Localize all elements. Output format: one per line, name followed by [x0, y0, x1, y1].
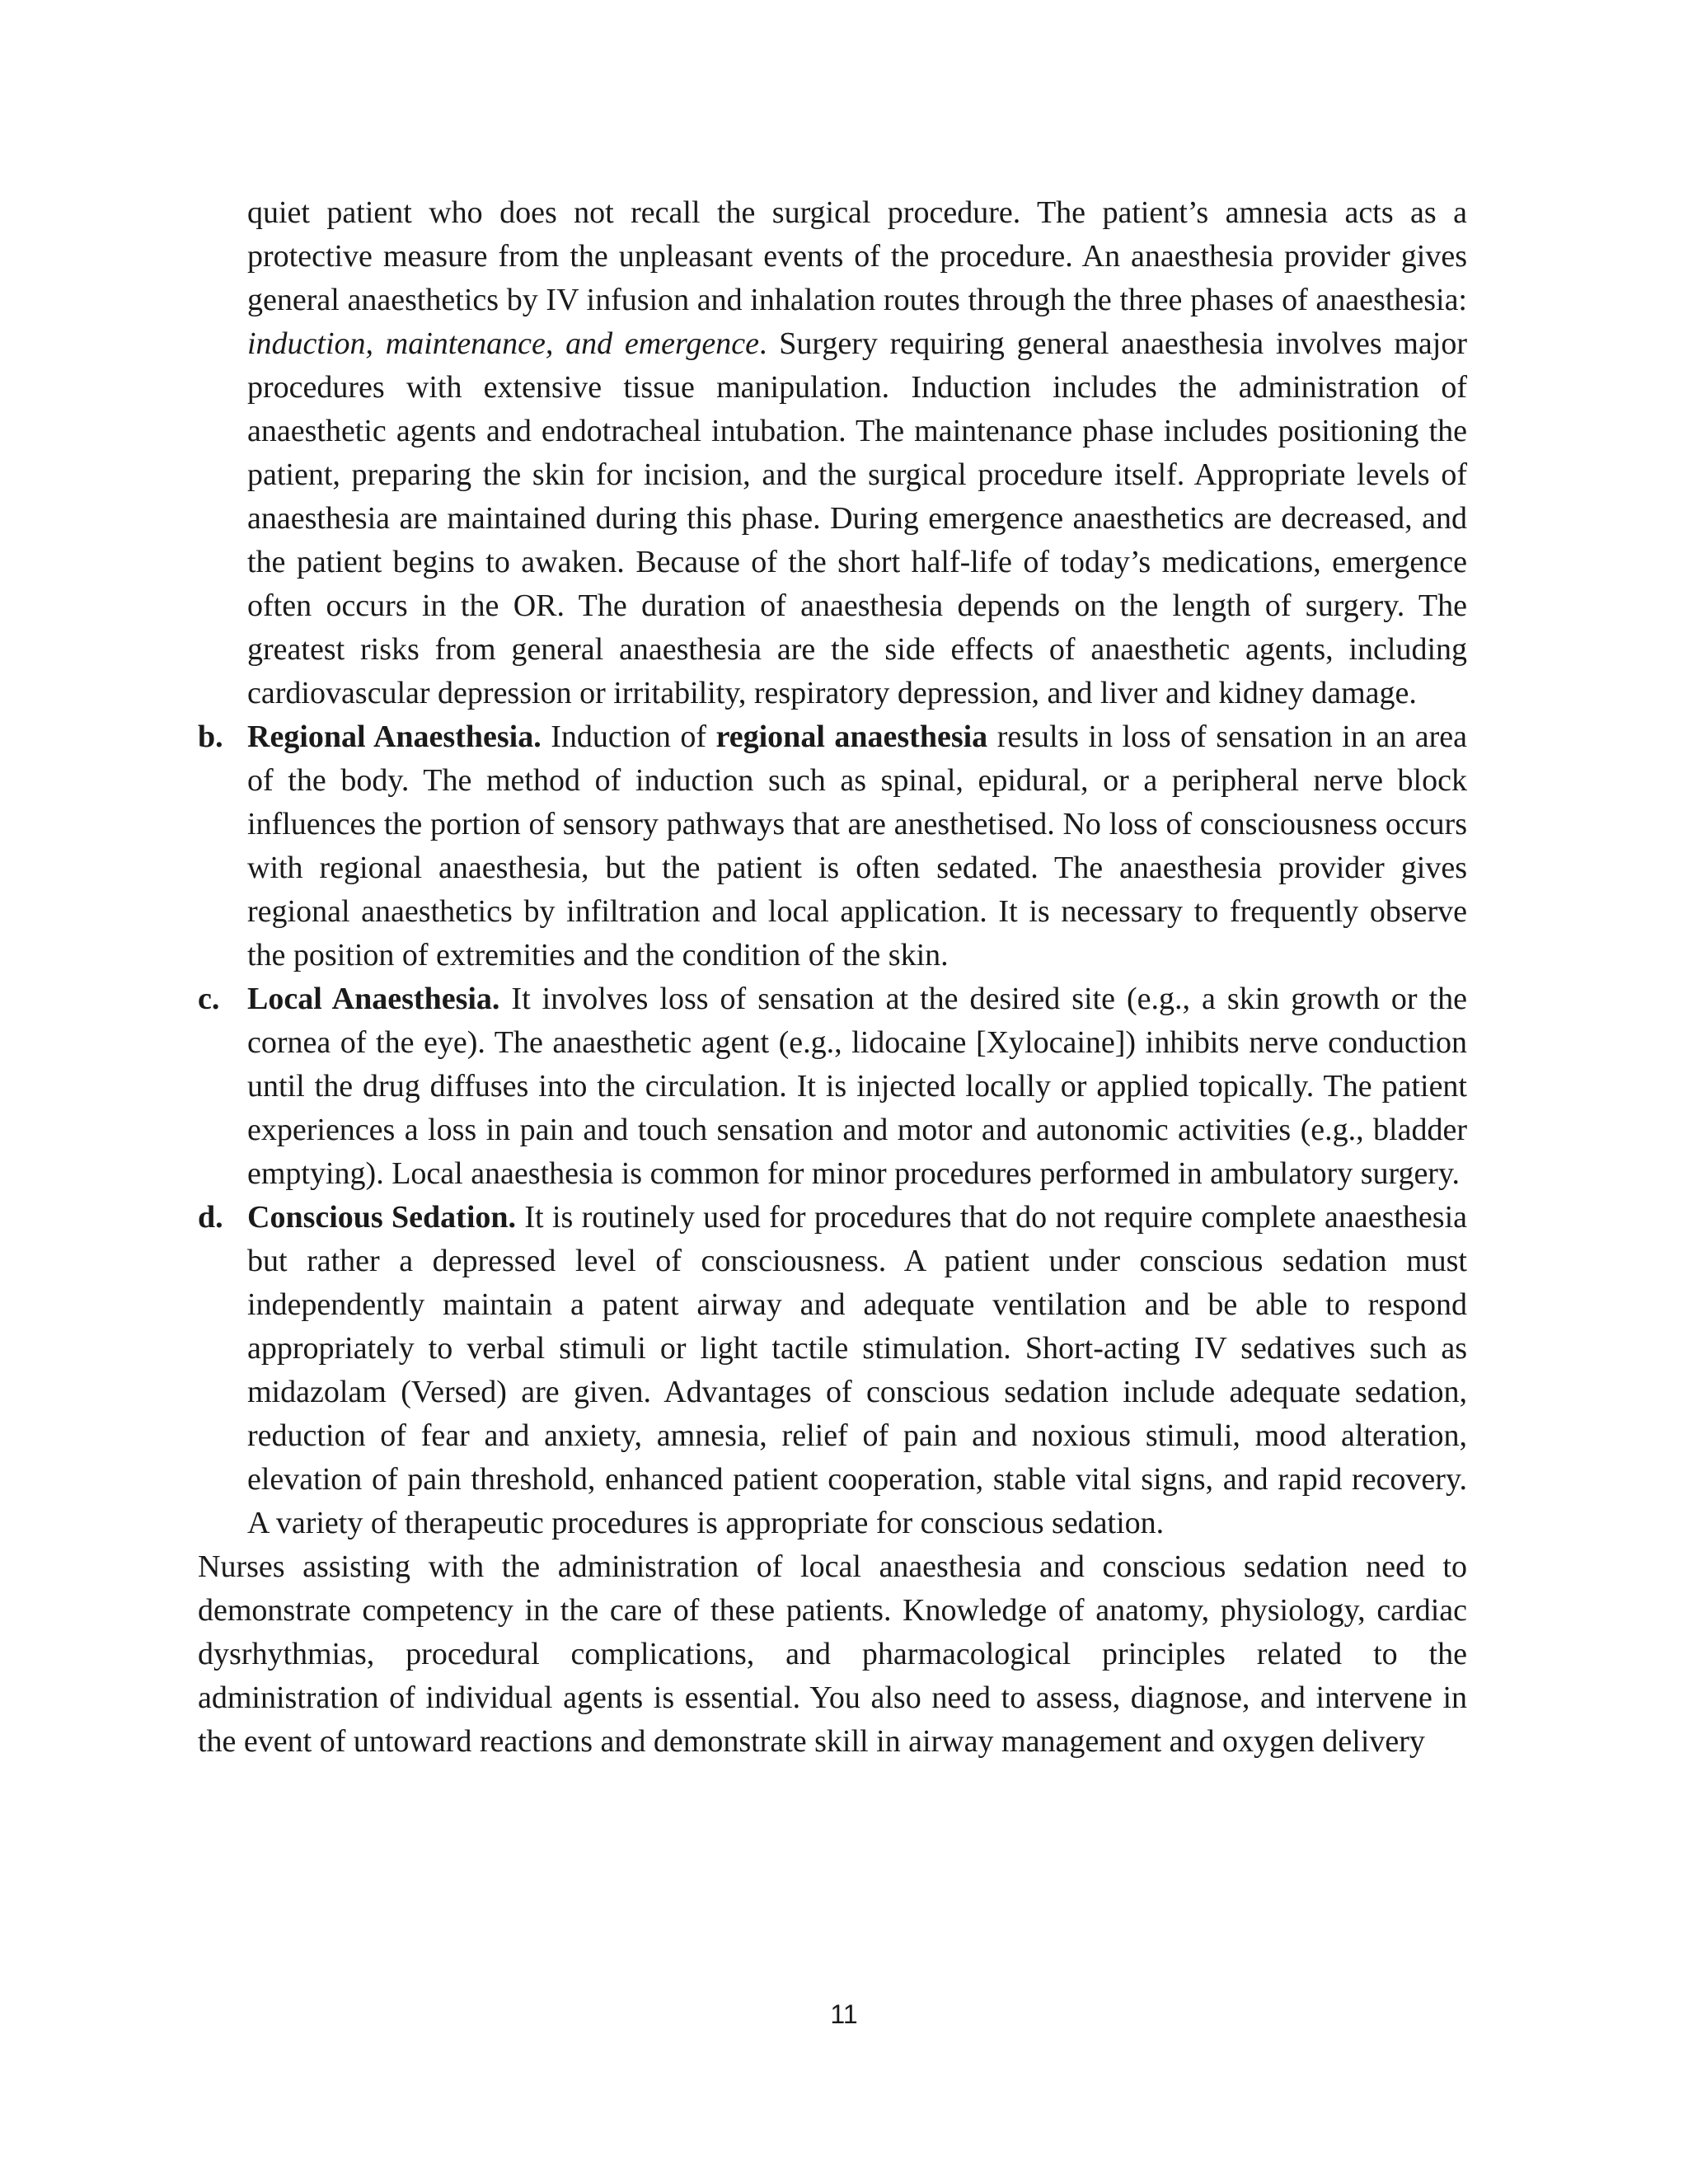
regional-anaesthesia-heading: Regional Anaesthesia. [247, 719, 542, 754]
anaesthesia-phases-italic: induction, maintenance, and emergence [247, 326, 760, 361]
list-item-regional-anaesthesia [198, 715, 1467, 977]
continuation-text-end: . Surgery requiring general anaesthesia involves major procedures with extensive tissue manipulation. Induction includes the administration of anaesthetic agents and endotracheal intubation. The maintenance phase includes positioning the patient, preparing the skin for incision, and the surgical procedure itself. Appropriate levels of anaesthesia are maintained during this phase. During emergence anaesthetics are decreased, and the patient begins to awaken. Because of the short half-life of today’s medications, emergence often occurs in the OR. The duration of anaesthesia depends on the length of surgery. The greatest risks from general anaesthesia are the side effects of anaesthetic agents, including cardiovascular depression or irritability, respiratory depression, and liver and kidney damage. [247, 326, 1467, 710]
regional-anaesthesia-lead: Induction of [541, 719, 716, 754]
page-body [198, 191, 1467, 1764]
regional-anaesthesia-text: results in loss of sensation in an area of the body. The method of induction such as spinal, epidural, or a peripheral nerve block influences the portion of sensory pathways that are anesthetised. No loss of consciousness occurs with regional anaesthesia, but the patient is often sedated. The anaesthesia provider gives regional anaesthetics by infiltration and local application. It is necessary to frequently observe the position of extremities and the condition of the skin. [247, 719, 1467, 972]
continuation-text-start: quiet patient who does not recall the surgical procedure. The patient’s amnesia acts as a protective measure from the unpleasant events of the procedure. An anaesthesia provider gives general anaesthetics by IV infusion and inhalation routes through the three phases of anaesthesia: [247, 195, 1467, 317]
list-marker-d: d. [198, 1200, 223, 1235]
list-marker-c: c. [198, 982, 220, 1016]
page-number: 11 [830, 1999, 858, 2029]
conscious-sedation-text: It is routinely used for procedures that do not require complete anaesthesia but rather a depressed level of consciousness. A patient under conscious sedation must independently maintain a patent airway and adequate ventilation and be able to respond appropriately to verbal stimuli or light tactile stimulation. Short-acting IV sedatives such as midazolam (Versed) are given. Advantages of conscious sedation include adequate sedation, reduction of fear and anxiety, amnesia, relief of pain and noxious stimuli, mood alteration, elevation of pain threshold, enhanced patient cooperation, stable vital signs, and rapid recovery. A variety of therapeutic procedures is appropriate for conscious sedation. [247, 1200, 1467, 1540]
closing-paragraph: Nurses assisting with the administration of local anaesthesia and conscious sedation need to demonstrate competency in the care of these patients. Knowledge of anatomy, physiology, cardiac dysrhythmias, procedural complications, and pharmacological principles related to the administration of individual agents is essential. You also need to assess, diagnose, and intervene in the event of untoward reactions and demonstrate skill in airway management and oxygen delivery [198, 1549, 1467, 1759]
list-marker-b: b. [198, 719, 223, 754]
local-anaesthesia-heading: Local Anaesthesia. [247, 982, 500, 1016]
conscious-sedation-heading: Conscious Sedation. [247, 1200, 517, 1235]
list-item-local-anaesthesia [198, 977, 1467, 1196]
list-item-conscious-sedation [198, 1196, 1467, 1545]
local-anaesthesia-text: It involves loss of sensation at the desired site (e.g., a skin growth or the cornea of the eye). The anaesthetic agent (e.g., lidocaine [Xylocaine]) inhibits nerve conduction until the drug diffuses into the circulation. It is injected locally or applied topically. The patient experiences a loss in pain and touch sensation and motor and autonomic activities (e.g., bladder emptying). Local anaesthesia is common for minor procedures performed in ambulatory surgery. [247, 982, 1468, 1191]
general-anaesthesia-continuation [198, 191, 1467, 715]
regional-anaesthesia-term: regional anaesthesia [715, 719, 988, 754]
